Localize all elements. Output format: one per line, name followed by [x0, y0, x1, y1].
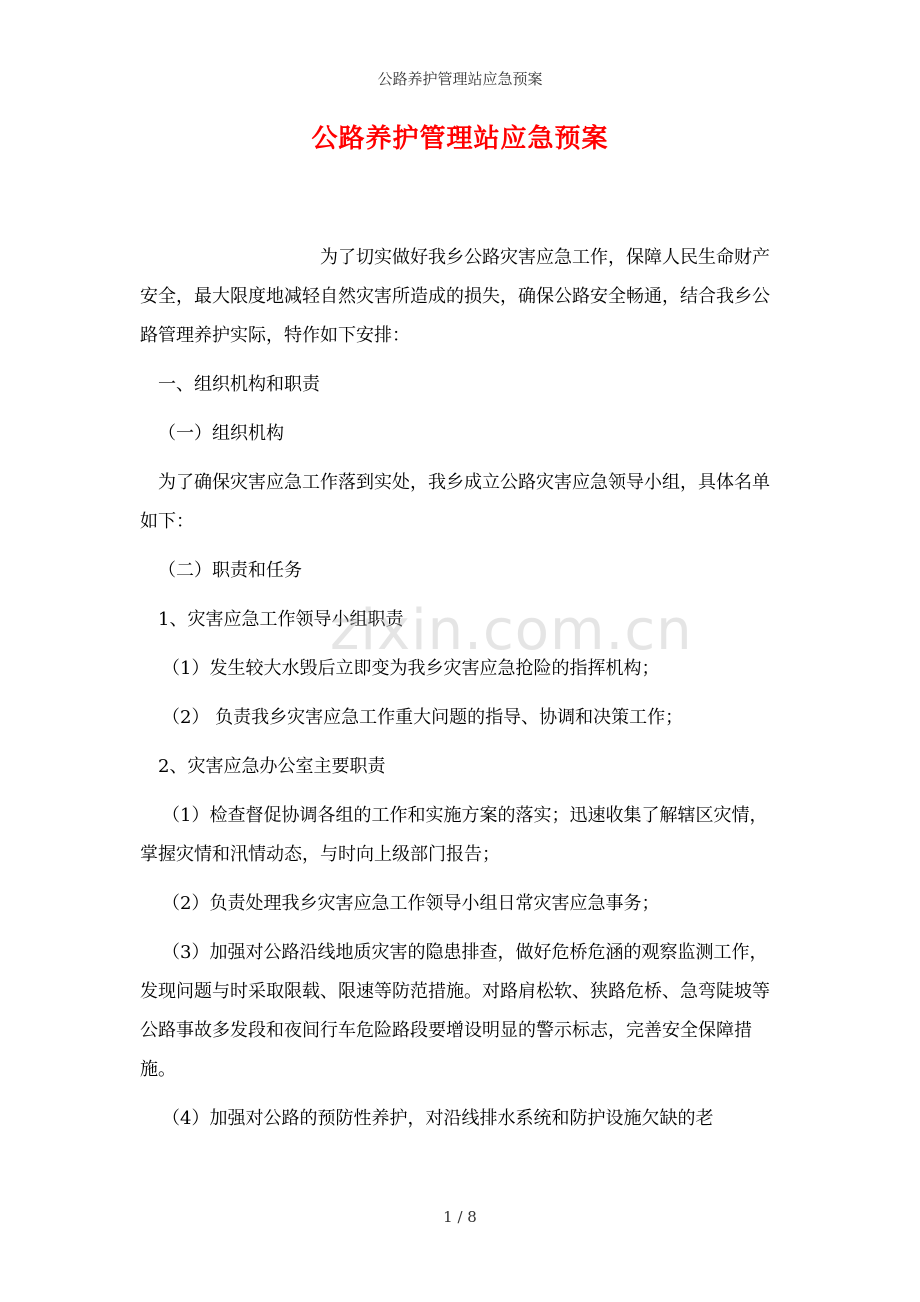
list-item: （1）发生较大水毁后立即变为我乡灾害应急抢险的指挥机构； [162, 658, 660, 679]
subsection-heading: （二）职责和任务 [158, 560, 302, 581]
page-number: 1 / 8 [443, 1208, 477, 1226]
list-item: （4）加强对公路的预防性养护，对沿线排水系统和防护设施欠缺的老 [162, 1108, 714, 1129]
subsection-heading: （一）组织机构 [158, 423, 284, 444]
list-item: （2） 负责我乡灾害应急工作重大问题的指导、协调和决策工作； [162, 707, 684, 728]
running-header: 公路养护管理站应急预案 [377, 70, 543, 88]
list-item: （3）加强对公路沿线地质灾害的隐患排查，做好危桥危涵的观察监测工作，发现问题与时采取限载、限速等防范措施。对路肩松软、狭路危桥、急弯陡坡等公路事故多发段和夜间行车危险路段要增设明显的警示标志，完善安全保障措施。 [140, 942, 770, 1080]
list-heading: 2、灾害应急办公室主要职责 [158, 756, 386, 777]
watermark: zixin.com.cn [330, 598, 693, 663]
list-item: （2）负责处理我乡灾害应急工作领导小组日常灾害应急事务； [162, 893, 660, 914]
document-body [140, 238, 785, 1148]
section-heading: 一、组织机构和职责 [158, 374, 320, 395]
list-item: （1）检查督促协调各组的工作和实施方案的落实；迅速收集了解辖区灾情，掌握灾情和汛情动态，与时向上级部门报告； [140, 805, 768, 865]
document-title: 公路养护管理站应急预案 [311, 124, 609, 154]
intro-paragraph: 为了切实做好我乡公路灾害应急工作，保障人民生命财产安全，最大限度地减轻自然灾害所造成的损失，确保公路安全畅通，结合我乡公路管理养护实际，特作如下安排： [140, 247, 770, 346]
list-heading: 1、灾害应急工作领导小组职责 [158, 609, 404, 630]
paragraph: 为了确保灾害应急工作落到实处，我乡成立公路灾害应急领导小组，具体名单如下： [140, 472, 770, 532]
